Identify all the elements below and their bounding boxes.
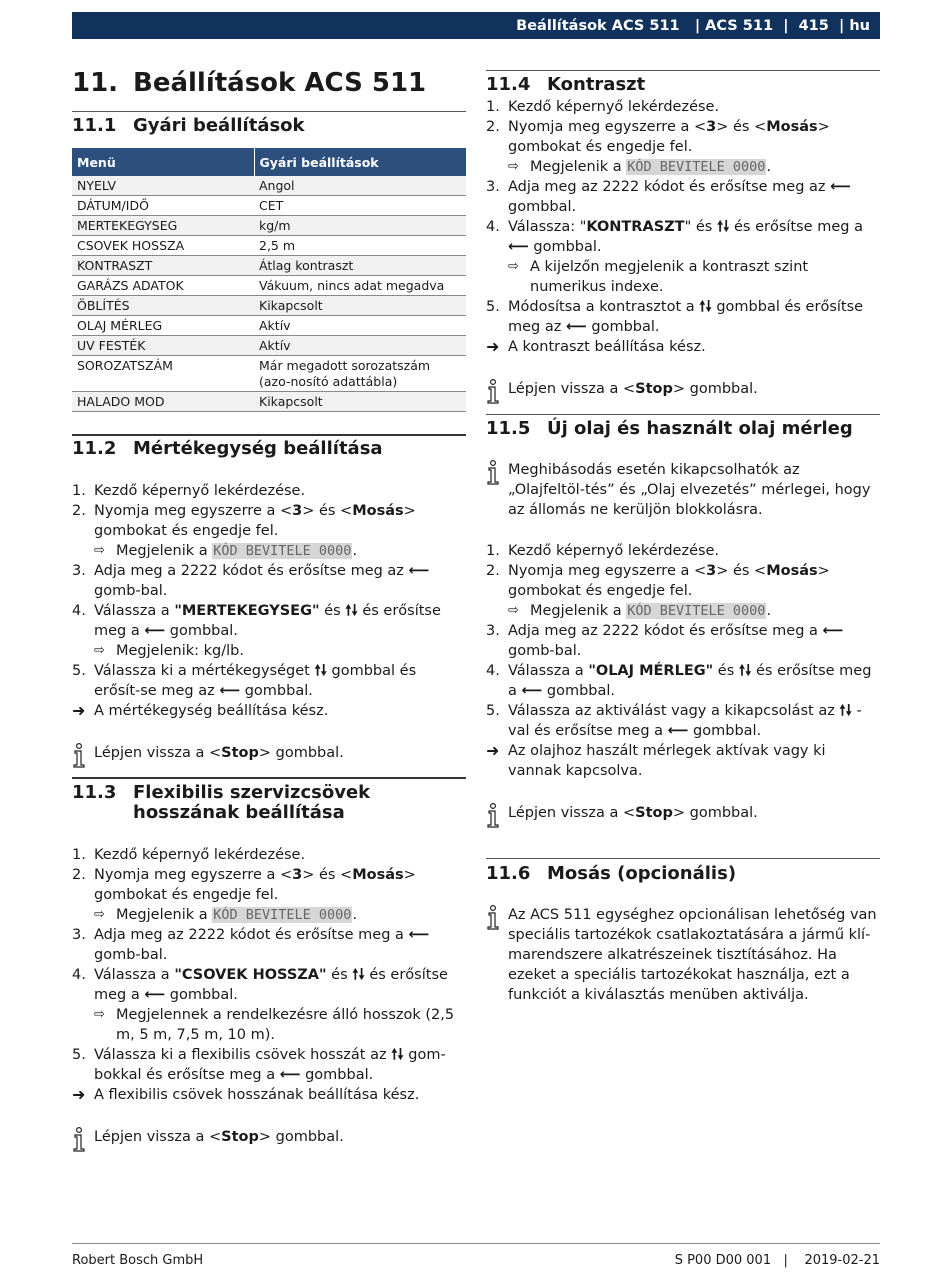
list-subitem: ⇨ A kijelzőn megjelenik a kontraszt szint numerikus indexe. — [508, 259, 809, 295]
enter-icon: ⟵ — [822, 623, 844, 639]
list-subitem: ⇨ Megjelenik a KÓD BEVITELE 0000. — [94, 907, 358, 923]
table-cell: Átlag kontraszt — [254, 256, 466, 276]
arrow-down-icon: 🠗 — [320, 663, 327, 679]
table-header-cell: Gyári beállítások — [254, 148, 466, 176]
table-row — [72, 256, 466, 276]
table-cell: DÁTUM/IDŐ — [72, 196, 254, 216]
header-separator: | — [838, 17, 845, 34]
arrow-up-icon: 🠕 — [716, 219, 724, 235]
result-line: ➜ Az olajhoz haszált mérlegek aktívak vagy ki vannak kapcsolva. — [486, 741, 826, 779]
hollow-arrow-icon: ⇨ — [508, 259, 519, 274]
table-cell: Kikapcsolt — [254, 392, 466, 412]
enter-icon: ⟵ — [408, 927, 430, 943]
header-section-title: Beállítások ACS 511 — [516, 17, 680, 34]
result-arrow-icon: ➜ — [72, 1085, 86, 1104]
list-item: 1. Kezdő képernyő lekérdezése. — [486, 99, 720, 115]
info-icon — [72, 743, 94, 775]
section-divider — [72, 777, 466, 779]
result-arrow-icon: ➜ — [72, 701, 86, 720]
table-cell: OLAJ MÉRLEG — [72, 316, 254, 336]
table-row — [72, 276, 466, 296]
display-code: KÓD BEVITELE 0000 — [627, 603, 766, 619]
table-cell: MERTEKEGYSEG — [72, 216, 254, 236]
footer-doc-info — [675, 1251, 880, 1271]
list-item: 3. Adja meg az 2222 kódot és erősítse meg a ⟵ gomb-bal. — [486, 623, 844, 659]
list-item: 3. Adja meg az 2222 kódot és erősítse meg az ⟵ gombbal. — [486, 179, 851, 215]
page-header — [72, 12, 880, 39]
list-subitem: ⇨ Megjelenik a KÓD BEVITELE 0000. — [508, 603, 772, 619]
list-item: 2. Nyomja meg egyszerre a <3> és <Mosás> gombokat és engedje fel. — [486, 119, 830, 155]
header-separator: | — [694, 17, 701, 34]
info-icon — [486, 379, 508, 411]
list-item: 2. Nyomja meg egyszerre a <3> és <Mosás> gombokat és engedje fel. — [72, 867, 416, 903]
table-header-row — [72, 148, 466, 176]
header-model: ACS 511 — [705, 17, 774, 34]
table-row — [72, 336, 466, 356]
enter-icon: ⟵ — [830, 179, 851, 195]
hollow-arrow-icon: ⇨ — [94, 907, 105, 922]
arrow-up-icon: 🠕 — [352, 967, 359, 983]
table-cell: Kikapcsolt — [254, 296, 466, 316]
section-heading-11-1: 11.1 Gyári beállítások — [72, 115, 305, 136]
list-item: 1. Kezdő képernyő lekérdezése. — [72, 847, 306, 863]
info-note: Lépjen vissza a <Stop> gombbal. — [72, 1127, 466, 1159]
info-note: Lépjen vissza a <Stop> gombbal. — [486, 379, 880, 411]
enter-icon: ⟵ — [144, 623, 166, 639]
result-arrow-icon: ➜ — [486, 337, 500, 356]
hollow-arrow-icon: ⇨ — [94, 543, 105, 558]
table-cell: GARÁZS ADATOK — [72, 276, 254, 296]
table-cell: Már megadott sorozatszám (azo-nosító adattábla) — [254, 356, 466, 392]
section-divider — [486, 858, 880, 859]
arrow-down-icon: 🠗 — [705, 299, 712, 315]
hollow-arrow-icon: ⇨ — [94, 643, 105, 658]
table-row — [72, 356, 466, 392]
list-item: 3. Adja meg a 2222 kódot és erősítse meg az ⟵ gomb-bal. — [72, 563, 430, 599]
table-row — [72, 316, 466, 336]
table-cell: SOROZATSZÁM — [72, 356, 254, 392]
enter-icon: ⟵ — [521, 683, 543, 699]
section-divider — [486, 70, 880, 71]
arrow-up-icon: 🠕 — [839, 703, 846, 719]
list-item: 3. Adja meg az 2222 kódot és erősítse meg a ⟵ gomb-bal. — [72, 927, 430, 963]
enter-icon: ⟵ — [219, 683, 241, 699]
list-subitem: ⇨ Megjelenik: kg/lb. — [94, 643, 244, 659]
hollow-arrow-icon: ⇨ — [508, 159, 519, 174]
procedure-11-5 — [486, 541, 880, 781]
procedure-11-4 — [486, 97, 880, 357]
section-heading-11-4: 11.4 Kontraszt — [486, 74, 646, 95]
table-row — [72, 296, 466, 316]
arrow-up-icon: 🠕 — [738, 663, 746, 679]
enter-icon: ⟵ — [279, 1067, 301, 1083]
enter-icon: ⟵ — [508, 239, 529, 255]
footer-date: 2019-02-21 — [804, 1253, 880, 1268]
table-cell: Aktív — [254, 336, 466, 356]
hollow-arrow-icon: ⇨ — [508, 603, 519, 618]
footer-separator: | — [783, 1253, 788, 1268]
list-item: 2. Nyomja meg egyszerre a <3> és <Mosás> gombokat és engedje fel. — [486, 563, 830, 599]
header-separator: | — [783, 17, 789, 34]
list-item: 5. Válassza ki a mértékegységet 🠕🠗 gombbal és erősít-se meg az ⟵ gombbal. — [72, 663, 417, 699]
table-cell: Aktív — [254, 316, 466, 336]
procedure-11-2 — [72, 481, 466, 721]
table-cell: UV FESTÉK — [72, 336, 254, 356]
display-code: KÓD BEVITELE 0000 — [627, 159, 766, 175]
info-icon — [72, 1127, 94, 1159]
list-item: 4. Válassza: "KONTRASZT" és 🠕🠗 és erősítse meg a ⟵ gombbal. — [486, 219, 863, 255]
chapter-title: 11. Beállítások ACS 511 — [72, 68, 427, 98]
table-header-cell: Menü — [72, 148, 254, 176]
list-subitem: ⇨ Megjelenik a KÓD BEVITELE 0000. — [94, 543, 358, 559]
result-line: ➜ A kontraszt beállítása kész. — [486, 337, 706, 356]
arrow-down-icon: 🠗 — [397, 1047, 404, 1063]
table-row — [72, 216, 466, 236]
list-item: 2. Nyomja meg egyszerre a <3> és <Mosás> gombokat és engedje fel. — [72, 503, 416, 539]
table-row — [72, 236, 466, 256]
section-heading-11-5: 11.5 Új olaj és használt olaj mérleg — [486, 418, 853, 439]
result-line: ➜ A flexibilis csövek hosszának beállítása kész. — [72, 1085, 420, 1104]
display-code: KÓD BEVITELE 0000 — [213, 543, 352, 559]
arrow-down-icon: 🠗 — [745, 663, 752, 679]
enter-icon: ⟵ — [144, 987, 166, 1003]
enter-icon: ⟵ — [667, 723, 689, 739]
list-item: 4. Válassza a "OLAJ MÉRLEG" és 🠕🠗 és erősítse meg a ⟵ gombbal. — [486, 663, 872, 699]
section-divider — [72, 111, 466, 112]
table-cell: 2,5 m — [254, 236, 466, 256]
header-language: hu — [849, 17, 870, 34]
table-cell: NYELV — [72, 176, 254, 196]
list-item: 1. Kezdő képernyő lekérdezése. — [486, 543, 720, 559]
result-line: ➜ A mértékegység beállítása kész. — [72, 701, 329, 720]
section-heading-11-2: 11.2 Mértékegység beállítása — [72, 438, 383, 459]
info-icon — [486, 905, 508, 1005]
enter-icon: ⟵ — [408, 563, 430, 579]
section-heading-11-3: 11.3 Flexibilis szervizcsövek hosszának beállítása — [72, 782, 371, 823]
arrow-up-icon: 🠕 — [391, 1047, 398, 1063]
table-cell: KONTRASZT — [72, 256, 254, 276]
procedure-11-3 — [72, 845, 466, 1105]
table-cell: HALADO MOD — [72, 392, 254, 412]
enter-icon: ⟵ — [565, 319, 587, 335]
arrow-down-icon: 🠗 — [358, 967, 365, 983]
table-cell: CET — [254, 196, 466, 216]
footer-doc-number: S P00 D00 001 — [674, 1253, 772, 1268]
list-item: 5. Válassza ki a flexibilis csövek hosszát az 🠕🠗 gom-bokkal és erősítse meg a ⟵ gombbal. — [72, 1047, 446, 1083]
table-row — [72, 176, 466, 196]
table-cell: CSOVEK HOSSZA — [72, 236, 254, 256]
footer-divider — [72, 1243, 880, 1244]
info-note: Az ACS 511 egységhez opcionálisan lehetőség van speciális tartozékok csatlakoztatására a jármű klí-marendszere alkatrészeinek tisztításához. Ha ezeket a speciális tartozékokat használja, ezt a funkciót a kiválasztás menüben aktiválja. — [486, 905, 880, 1005]
arrow-down-icon: 🠗 — [723, 219, 730, 235]
list-item: 4. Válassza a "MERTEKEGYSEG" és 🠕🠗 és erősítse meg a ⟵ gombbal. — [72, 603, 441, 639]
info-note: Meghibásodás esetén kikapcsolhatók az „Olajfeltöl-tés” és „Olaj elvezetés” mérlegei, hogy az állomás ne kerüljön blokkolásra. — [486, 460, 880, 520]
list-item: 1. Kezdő képernyő lekérdezése. — [72, 483, 306, 499]
section-divider — [486, 414, 880, 415]
arrow-up-icon: 🠕 — [314, 663, 321, 679]
arrow-down-icon: 🠗 — [351, 603, 358, 619]
info-note: Lépjen vissza a <Stop> gombbal. — [72, 743, 466, 775]
list-item: 4. Válassza a "CSOVEK HOSSZA" és 🠕🠗 és erősítse meg a ⟵ gombbal. — [72, 967, 448, 1003]
list-item: 5. Válassza az aktiválást vagy a kikapcsolást az 🠕🠗 - val és erősítse meg a ⟵ gombbal. — [486, 703, 862, 739]
table-cell: ÖBLÍTÉS — [72, 296, 254, 316]
header-page-number: 415 — [798, 17, 829, 34]
table-cell: kg/m — [254, 216, 466, 236]
arrow-up-icon: 🠕 — [345, 603, 352, 619]
footer-company: Robert Bosch GmbH — [72, 1253, 204, 1268]
arrow-down-icon: 🠗 — [845, 703, 852, 719]
arrow-up-icon: 🠕 — [699, 299, 706, 315]
factory-settings-table — [72, 148, 466, 412]
info-note: Lépjen vissza a <Stop> gombbal. — [486, 803, 880, 835]
table-row — [72, 196, 466, 216]
table-cell: Angol — [254, 176, 466, 196]
list-subitem: ⇨ Megjelennek a rendelkezésre álló hosszok (2,5 m, 5 m, 7,5 m, 10 m). — [94, 1007, 455, 1043]
section-heading-11-6: 11.6 Mosás (opcionális) — [486, 863, 737, 884]
list-item: 5. Módosítsa a kontrasztot a 🠕🠗 gombbal és erősítse meg az ⟵ gombbal. — [486, 299, 864, 335]
display-code: KÓD BEVITELE 0000 — [213, 907, 352, 923]
section-divider — [72, 434, 466, 436]
table-cell: Vákuum, nincs adat megadva — [254, 276, 466, 296]
hollow-arrow-icon: ⇨ — [94, 1007, 105, 1022]
list-subitem: ⇨ Megjelenik a KÓD BEVITELE 0000. — [508, 159, 772, 175]
info-icon — [486, 803, 508, 835]
info-icon — [486, 460, 508, 520]
table-row — [72, 392, 466, 412]
result-arrow-icon: ➜ — [486, 741, 500, 760]
